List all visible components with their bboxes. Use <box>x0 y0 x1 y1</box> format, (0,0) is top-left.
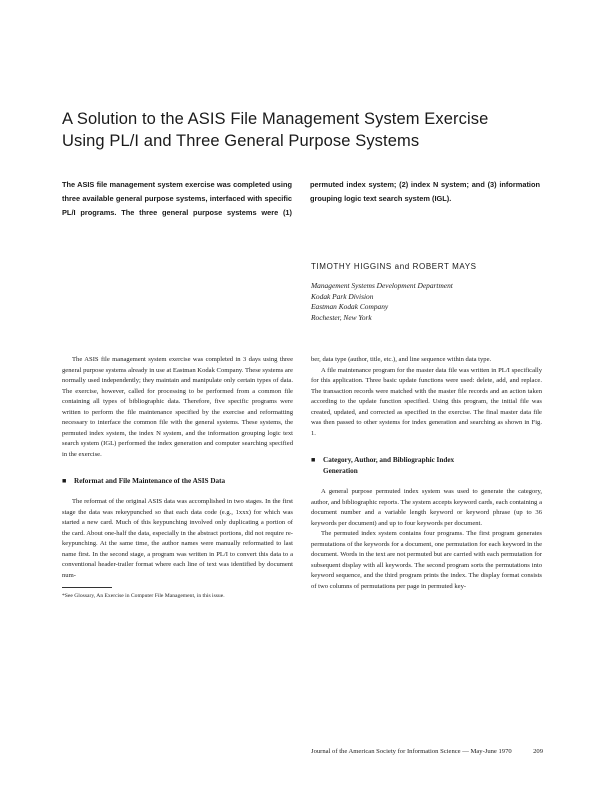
author-names: TIMOTHY HIGGINS and ROBERT MAYS <box>311 262 477 271</box>
page-number: 209 <box>533 748 543 755</box>
footnote: *See Glossary, An Exercise in Computer File Management, in this issue. <box>62 593 225 599</box>
journal-citation: Journal of the American Society for Information Science — May-June 1970 <box>311 748 512 755</box>
affiliation-line: Kodak Park Division <box>311 291 374 301</box>
abstract: The ASIS file management system exercise was completed using three available general purpose systems, interfaced with specific PL/I programs. The three general purpose systems were (1) permuted index system; (2) index N system; and (3) information grouping logic text search system (IGL). <box>62 180 540 217</box>
intro-paragraph: The ASIS file management system exercise was completed in 3 days using three general purpose systems already in use at Eastman Kodak Company. These systems are normally used independently; they maintain and manipulate only certain types of data. The exercise, however, called for processing to be performed from a common file containing all types of bibliographic data. Therefore, five specific programs were written to perform the file maintenance specified by the exercise and reformatting necessary to interface the common file with the general systems. These systems, the permuted index system, the index N system, and the information grouping logic text search system (IGL) performed the index generation and computer searching specified in the exercise. <box>62 356 293 458</box>
author-block <box>311 262 551 323</box>
footnote-divider <box>62 587 112 588</box>
bullet-icon: ■ <box>62 477 67 485</box>
section-heading-text-continued: Generation <box>323 467 358 475</box>
bullet-icon: ■ <box>311 456 316 464</box>
page-footer <box>311 748 543 755</box>
body-paragraph: A general purpose permuted index system was used to generate the category, author, and bibliographic reports. The system accepts keyword cards, each containing a document number and a variable length keyword or keyword phrase (up to 36 keywords per document) and up to four keywords per document. <box>311 488 542 527</box>
affiliation-line: Rochester, New York <box>311 312 372 322</box>
section-heading-text: Category, Author, and Bibliographic Index <box>323 456 455 464</box>
section-heading-category-index <box>311 455 542 477</box>
body-paragraph: A file maintenance program for the master data file was written in PL/I specifically for this application. Three basic update functions were used: delete, add, and replace. The transaction records were matched with the master file records and an action taken according to the update function specified. Using this program, the initial file was created, updated, and corrected as specified in the exercise. The final master data file was then passed to other systems for index generation and searching as shown in Fig. 1. <box>311 366 542 437</box>
body-paragraph: ber, data type (author, title, etc.), and line sequence within data type. <box>311 356 492 363</box>
body-paragraph: The reformat of the original ASIS data was accomplished in two stages. In the first stage the data was rekeypunched so that each data code (e.g., 1xxx) for which was started a new card. Much of this keypunching involved only duplicating a portion of the card. About one-half the data, especially in the abstract portions, did not require re-keypunching. At the same time, the author names were manually reformatted to last name first. In the second stage, a program was written in PL/I to convert this data to a conventional header-trailer format where each line of text was identified by document num- <box>62 498 293 579</box>
affiliation-line: Management Systems Development Department <box>311 281 453 290</box>
left-text-column <box>62 355 293 600</box>
section-heading-reformat <box>62 476 293 487</box>
body-paragraph: The permuted index system contains four programs. The first program generates permutations of the keywords for a document, one permutation for each keyword in the document. Words in the text are not permuted but are carried with each permutation for subsequent display with all keywords. The second program sorts the permutations into keyword sequence, and the third program prints the index. The display format consists of two columns of permutations per page in permuted key- <box>311 530 542 590</box>
affiliation-line: Eastman Kodak Company <box>311 302 389 311</box>
title-line-2: Using PL/I and Three General Purpose Systems <box>62 132 420 150</box>
section-heading-text: Reformat and File Maintenance of the ASIS Data <box>74 477 226 485</box>
right-text-column <box>311 355 542 592</box>
article-title <box>62 108 502 152</box>
title-line-1: A Solution to the ASIS File Management System Exercise <box>62 110 489 128</box>
